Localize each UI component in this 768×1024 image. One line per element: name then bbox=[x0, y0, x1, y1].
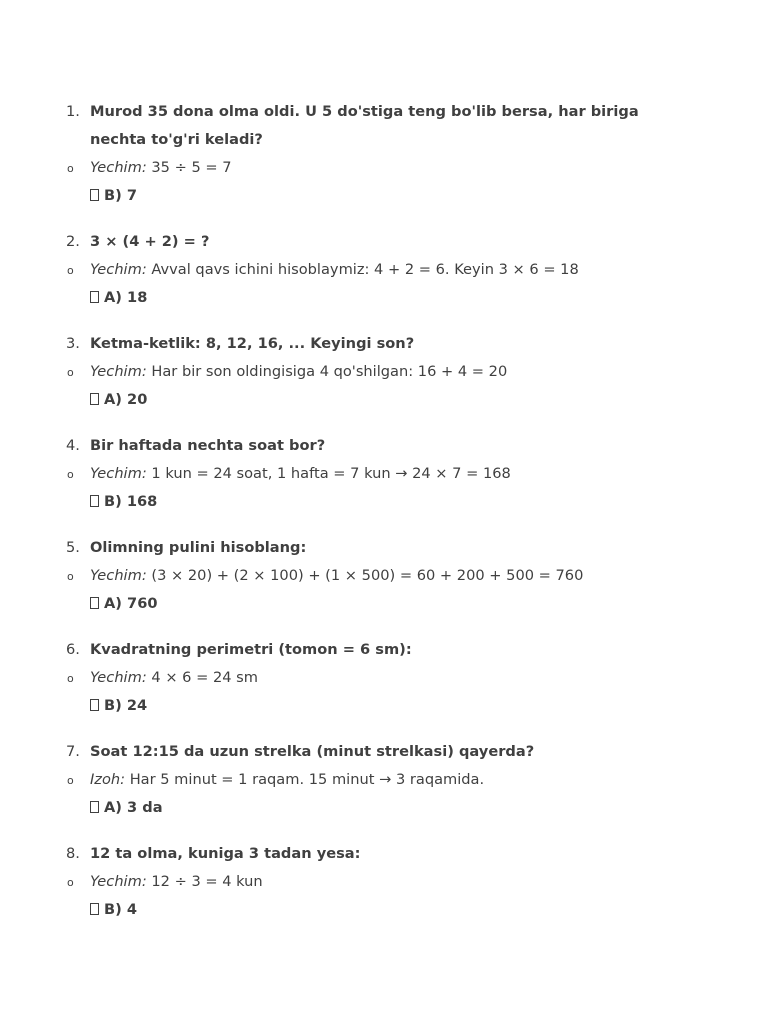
answer-row bbox=[0, 794, 768, 822]
bullet-marker: o bbox=[67, 672, 74, 685]
solution-label: Yechim: bbox=[90, 669, 147, 686]
question-number: 1. bbox=[66, 103, 80, 120]
question-item-2 bbox=[0, 228, 768, 312]
question-list bbox=[0, 98, 768, 942]
solution-row bbox=[0, 562, 768, 590]
question-number: 3. bbox=[66, 335, 80, 352]
answer-text: B) 7 bbox=[104, 187, 138, 204]
checkbox-icon bbox=[90, 801, 99, 813]
question-number: 7. bbox=[66, 743, 80, 760]
question-row bbox=[0, 534, 768, 562]
question-text: Olimning pulini hisoblang: bbox=[90, 539, 307, 556]
solution-text: 12 ÷ 3 = 4 kun bbox=[146, 873, 263, 890]
question-text: Murod 35 dona olma oldi. U 5 do'stiga teng bo'lib bersa, har biriga nechta to'g'ri keladi? bbox=[90, 103, 639, 148]
question-row bbox=[0, 98, 768, 154]
question-number: 8. bbox=[66, 845, 80, 862]
bullet-marker: o bbox=[67, 774, 74, 787]
solution-row bbox=[0, 664, 768, 692]
answer-text: A) 20 bbox=[104, 391, 148, 408]
solution-label: Yechim: bbox=[90, 465, 147, 482]
solution-row bbox=[0, 256, 768, 284]
question-text: Ketma-ketlik: 8, 12, 16, ... Keyingi son? bbox=[90, 335, 415, 352]
question-text: Kvadratning perimetri (tomon = 6 sm): bbox=[90, 641, 412, 658]
question-text: 12 ta olma, kuniga 3 tadan yesa: bbox=[90, 845, 361, 862]
question-row bbox=[0, 738, 768, 766]
question-item-8 bbox=[0, 840, 768, 924]
question-number: 5. bbox=[66, 539, 80, 556]
question-row bbox=[0, 330, 768, 358]
solution-text: 35 ÷ 5 = 7 bbox=[146, 159, 232, 176]
question-text: 3 × (4 + 2) = ? bbox=[90, 233, 210, 250]
answer-row bbox=[0, 182, 768, 210]
answer-text: B) 24 bbox=[104, 697, 148, 714]
solution-label: Yechim: bbox=[90, 159, 147, 176]
solution-text: (3 × 20) + (2 × 100) + (1 × 500) = 60 + 200 + 500 = 760 bbox=[146, 567, 584, 584]
question-text: Soat 12:15 da uzun strelka (minut strelkasi) qayerda? bbox=[90, 743, 535, 760]
question-row bbox=[0, 636, 768, 664]
answer-text: B) 168 bbox=[104, 493, 158, 510]
answer-text: B) 4 bbox=[104, 901, 138, 918]
solution-row bbox=[0, 766, 768, 794]
solution-text: Avval qavs ichini hisoblaymiz: 4 + 2 = 6. Keyin 3 × 6 = 18 bbox=[146, 261, 579, 278]
solution-row bbox=[0, 154, 768, 182]
question-item-1 bbox=[0, 98, 768, 210]
checkbox-icon bbox=[90, 495, 99, 507]
question-text: Bir haftada nechta soat bor? bbox=[90, 437, 326, 454]
solution-label: Yechim: bbox=[90, 567, 147, 584]
question-item-6 bbox=[0, 636, 768, 720]
question-item-5 bbox=[0, 534, 768, 618]
solution-row bbox=[0, 358, 768, 386]
answer-text: A) 18 bbox=[104, 289, 148, 306]
bullet-marker: o bbox=[67, 570, 74, 583]
question-item-4 bbox=[0, 432, 768, 516]
solution-label: Yechim: bbox=[90, 261, 147, 278]
checkbox-icon bbox=[90, 189, 99, 201]
bullet-marker: o bbox=[67, 468, 74, 481]
question-number: 6. bbox=[66, 641, 80, 658]
solution-text: 4 × 6 = 24 sm bbox=[146, 669, 258, 686]
solution-label: Izoh: bbox=[90, 771, 126, 788]
question-row bbox=[0, 228, 768, 256]
question-item-3 bbox=[0, 330, 768, 414]
answer-text: A) 760 bbox=[104, 595, 158, 612]
question-item-7 bbox=[0, 738, 768, 822]
checkbox-icon bbox=[90, 597, 99, 609]
checkbox-icon bbox=[90, 393, 99, 405]
answer-row bbox=[0, 896, 768, 924]
answer-row bbox=[0, 488, 768, 516]
bullet-marker: o bbox=[67, 162, 74, 175]
bullet-marker: o bbox=[67, 264, 74, 277]
solution-label: Yechim: bbox=[90, 873, 147, 890]
question-number: 4. bbox=[66, 437, 80, 454]
checkbox-icon bbox=[90, 291, 99, 303]
bullet-marker: o bbox=[67, 366, 74, 379]
solution-text: Har 5 minut = 1 raqam. 15 minut → 3 raqamida. bbox=[125, 771, 485, 788]
solution-row bbox=[0, 868, 768, 896]
bullet-marker: o bbox=[67, 876, 74, 889]
checkbox-icon bbox=[90, 699, 99, 711]
solution-text: 1 kun = 24 soat, 1 hafta = 7 kun → 24 × 7 = 168 bbox=[146, 465, 511, 482]
answer-row bbox=[0, 386, 768, 414]
checkbox-icon bbox=[90, 903, 99, 915]
question-number: 2. bbox=[66, 233, 80, 250]
answer-row bbox=[0, 590, 768, 618]
solution-row bbox=[0, 460, 768, 488]
answer-row bbox=[0, 692, 768, 720]
answer-row bbox=[0, 284, 768, 312]
question-row bbox=[0, 432, 768, 460]
solution-text: Har bir son oldingisiga 4 qo'shilgan: 16 + 4 = 20 bbox=[146, 363, 508, 380]
solution-label: Yechim: bbox=[90, 363, 147, 380]
question-row bbox=[0, 840, 768, 868]
answer-text: A) 3 da bbox=[104, 799, 163, 816]
